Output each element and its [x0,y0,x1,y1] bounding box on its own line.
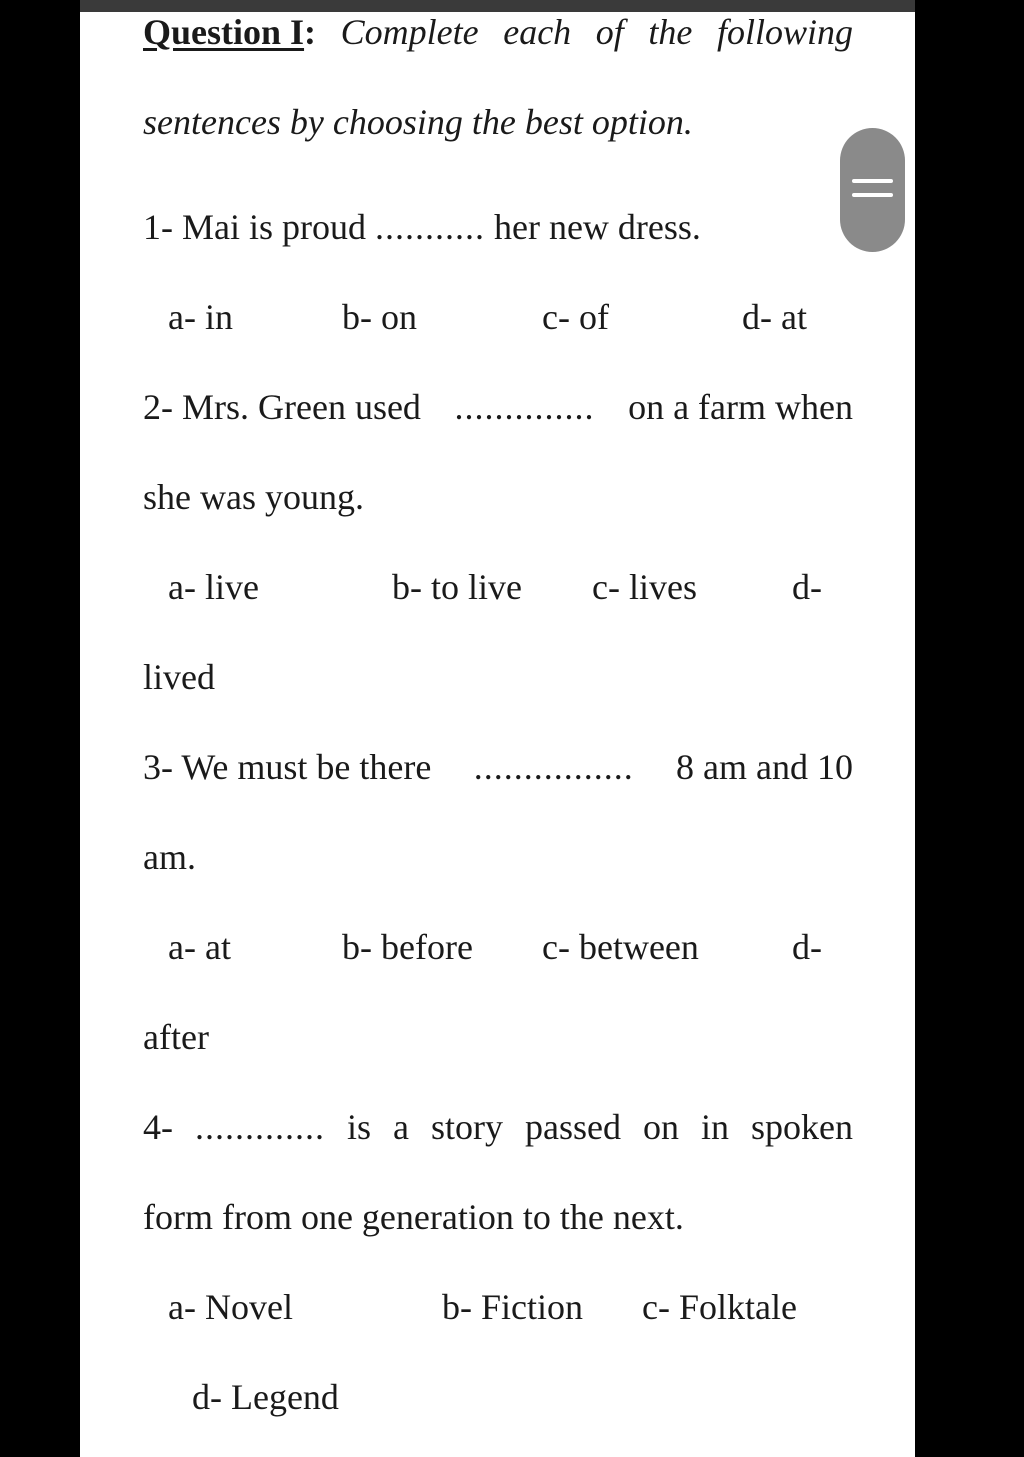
answer-blank: .............. [454,387,595,427]
question-2-stem [143,387,853,427]
question-4-stem [143,1107,853,1147]
stem-text: a [393,1107,409,1147]
heading-word: each [503,12,572,52]
q1-option-c: c- of [542,297,609,337]
stem-text: in [700,1107,729,1147]
q2-option-a: a- live [168,567,259,607]
heading-word: Complete [340,12,479,52]
stem-text: on [642,1107,679,1147]
q2-option-b: b- to live [392,567,522,607]
question-3-stem-cont: am. [143,837,196,877]
stem-text: 8 am and 10 [676,747,853,787]
answer-blank: ........... [374,207,485,247]
stem-text: spoken [751,1107,853,1147]
q3-option-c: c- between [542,927,699,967]
q3-option-b: b- before [342,927,473,967]
stem-text: story [431,1107,503,1147]
heading-word: following [716,12,853,52]
heading-label: Question I [143,12,305,52]
heading-colon: : [304,12,317,52]
answer-blank: ................ [473,747,634,787]
q1-option-a: a- in [168,297,233,337]
answer-blank: ............. [195,1107,325,1147]
top-bar [80,0,915,12]
stem-text: is [347,1107,372,1147]
q3-option-d: d- [792,927,822,967]
q1-option-d: d- at [742,297,807,337]
stem-text: 1- Mai is proud [143,207,366,247]
q4-option-d: d- Legend [192,1377,339,1417]
drag-handle-icon[interactable] [840,128,905,252]
q1-option-b: b- on [342,297,417,337]
stem-text: her new dress. [493,207,701,247]
heading-instruction: sentences by choosing the best option. [143,102,693,142]
stem-text: passed [525,1107,621,1147]
heading-word: of [595,12,624,52]
handle-bar [852,193,893,197]
q3-option-d-wrap: after [143,1017,209,1057]
q2-option-c: c- lives [592,567,697,607]
heading-word: the [648,12,693,52]
question-3-stem [143,747,853,787]
question-4-stem-cont: form from one generation to the next. [143,1197,684,1237]
heading-label-group [143,12,316,52]
question-heading [143,12,853,52]
q2-option-d-wrap: lived [143,657,215,697]
q2-option-d: d- [792,567,822,607]
stem-text: 2- Mrs. Green used [143,387,421,427]
stem-text: 3- We must be there [143,747,432,787]
q4-option-a: a- Novel [168,1287,293,1327]
question-1-stem [143,207,701,247]
stem-text: 4- [143,1107,173,1147]
handle-bar [852,179,893,183]
q4-option-b: b- Fiction [442,1287,583,1327]
q3-option-a: a- at [168,927,231,967]
stem-text: on a farm when [628,387,853,427]
q4-option-c: c- Folktale [642,1287,797,1327]
question-2-stem-cont: she was young. [143,477,364,517]
document-page[interactable] [80,12,915,1457]
